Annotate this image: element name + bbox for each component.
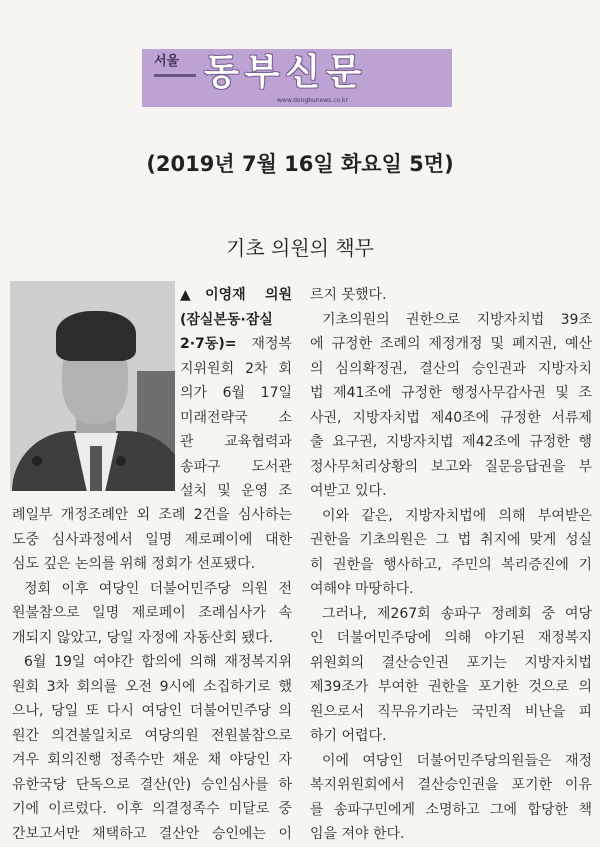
text-line: 관 교육협력과 — [180, 434, 292, 450]
text-line: 원간 의견불일치로 여당의원 전원불참으로 — [12, 727, 292, 744]
text-line: 유한국당 단독으로 결산(안) 승인심사를 하 — [12, 776, 292, 793]
text-line: 를 송파구민에게 소명하고 그에 합당한 책 — [310, 801, 592, 818]
text-line: 의 심의확정권, 결산의 승인권과 지방자치 — [310, 360, 592, 377]
text-line: 하기 어렵다. — [310, 728, 387, 744]
text-line: 정사무처리상황의 보고와 질문응답권을 부 — [310, 458, 592, 475]
microphone-icon — [32, 456, 42, 466]
dateline: (2019년 7월 16일 화요일 5면) — [146, 152, 454, 176]
byline-district: 2·7동)= — [180, 336, 237, 352]
text-line: 지위원회 2차 회 — [180, 360, 292, 377]
text-line: 이에 여당인 더불어민주당의원들은 재정 — [322, 752, 592, 769]
text-line: 사권, 지방자치법 제40조에 규정한 서류제 — [310, 409, 592, 426]
byline-column — [180, 283, 292, 504]
logo-tag-bar — [154, 74, 196, 77]
councillor-photo — [10, 281, 175, 491]
text-line: 2·7동)= 재정복 — [180, 336, 292, 352]
text-line: 원회 3차 회의를 오전 9시에 소집하기로 했 — [12, 678, 292, 695]
text-line: 임을 져야 한다. — [310, 826, 405, 842]
text-line: 원으로서 직무유기라는 국민적 비난을 피 — [310, 703, 592, 720]
text-line: 이와 같은, 지방자치법에 의해 부여받은 — [322, 507, 592, 524]
text-line: 기초의원의 권한으로 지방자치법 39조 — [322, 311, 592, 328]
article-headline: 기초 의원의 책무 — [226, 236, 374, 260]
text-line: 겨우 회의진행 정족수만 채운 채 야당인 자 — [12, 752, 292, 768]
text-line: 법 제41조에 규정한 행정사무감사권 및 조 — [310, 385, 592, 401]
text-line: 여해야 마땅하다. — [310, 581, 414, 597]
text-line: 권한을 기초의원은 그 법 취지에 맞게 성실 — [310, 532, 592, 548]
text-line: 도중 심사과정에서 일명 제로페이에 대한 — [12, 531, 292, 548]
logo-name: 동부신문 — [204, 52, 368, 93]
text-line: 설치 및 운영 조 — [180, 483, 292, 499]
newspaper-logo — [142, 49, 452, 107]
text-line: 르지 못했다. — [310, 287, 387, 303]
text-line: 여받고 있다. — [310, 483, 387, 499]
text-line: 미래전략국 소 — [180, 409, 292, 426]
text-line: 으나, 당일 또 다시 여당인 더불어민주당 의 — [12, 703, 292, 719]
text-line: 송파구 도서관 — [180, 458, 292, 475]
text-line: 그러나, 제267회 송파구 정례회 중 여당 — [322, 605, 592, 622]
text-line: 복지위원회에서 결산승인권을 포기한 이유 — [310, 777, 592, 793]
text-line: ▲이영재 의원 — [180, 287, 292, 303]
text-line: 에 규정한 조례의 제정개정 및 폐지권, 예산 — [310, 336, 592, 352]
text-line: 제39조가 부여한 권한을 포기한 것으로 의 — [310, 679, 592, 695]
text-line: 례일부 개정조례안 외 조례 2건을 심사하는 — [12, 507, 292, 523]
text-line: 인 더불어민주당에 의해 야기된 재정복지 — [310, 630, 592, 646]
right-column — [310, 283, 592, 847]
text-line: 위원회의 결산승인권 포기는 지방자치법 — [310, 654, 592, 671]
text-line: 개되지 않았고, 당일 자정에 자동산회 됐다. — [12, 629, 274, 646]
text-line: 정회 이후 여당인 더불어민주당 의원 전 — [24, 580, 292, 597]
text-line: 의가 6월 17일 — [180, 385, 292, 401]
logo-small-text: 서울 — [154, 54, 180, 69]
text-line: 기에 이르렀다. 이후 의결정족수 미달로 중 — [12, 801, 292, 817]
text-line: 심도 깊은 논의를 위해 정회가 선포됐다. — [12, 556, 256, 572]
text-line: 6월 19일 여야간 합의에 의해 재정복지위 — [24, 654, 292, 670]
text-line: 히 권한을 행사하고, 주민의 복리증진에 기 — [310, 556, 592, 573]
text-line: 출 요구권, 지방자치법 제42조에 규정한 행 — [310, 434, 592, 450]
logo-url: www.dongbunews.co.kr — [277, 97, 348, 104]
text-line: 원불참으로 일명 제로페이 조례심사가 속 — [12, 605, 292, 621]
left-column — [12, 503, 292, 846]
text-line: 간보고서만 채택하고 결산안 승인에는 이 — [12, 825, 292, 842]
microphone-icon — [116, 456, 126, 466]
text-line: (잠실본동·잠실 — [180, 311, 273, 328]
